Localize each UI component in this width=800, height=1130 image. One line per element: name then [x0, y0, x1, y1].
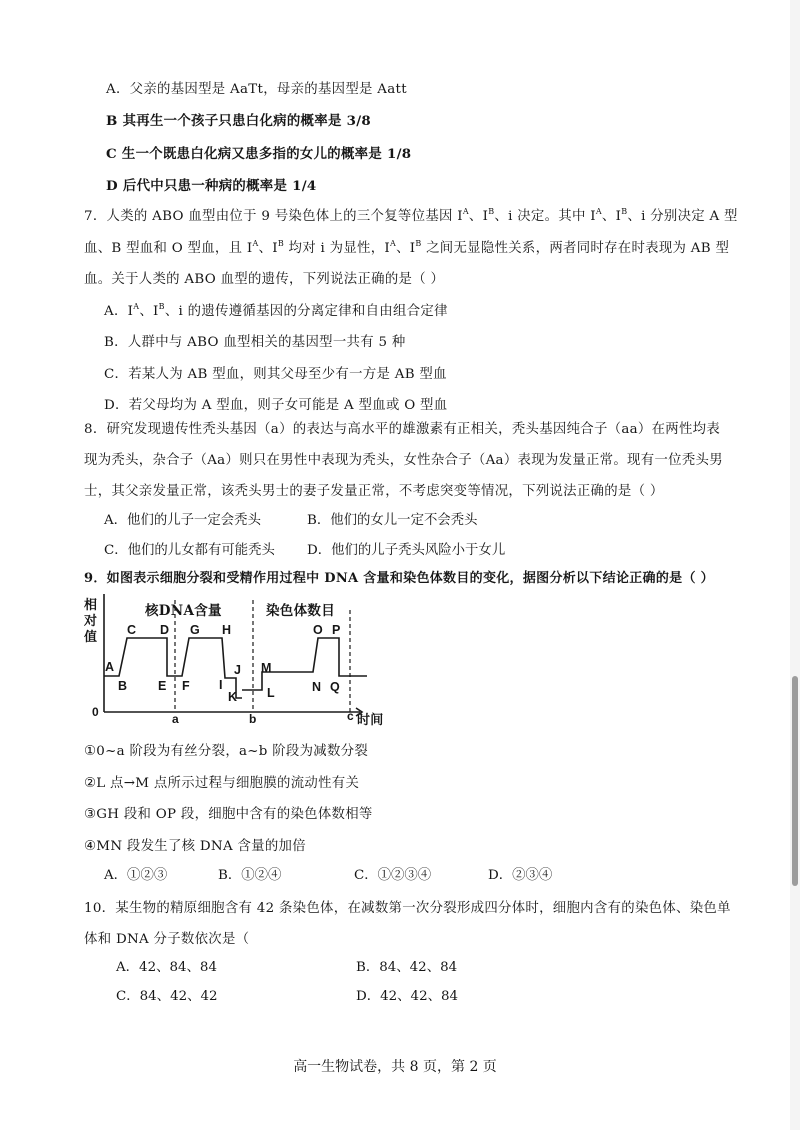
q8-stem-line3: 士，其父亲发量正常，该秃头男士的妻子发量正常，不考虑突变等情况，下列说法正确的是（ ）: [84, 484, 664, 499]
q9-option-a: A．①②③: [104, 868, 168, 883]
q7-option-c: C．若某人为 AB 型血，则其父母至少有一方是 AB 型血: [104, 367, 447, 382]
scrollbar-thumb[interactable]: [792, 676, 798, 886]
point-G: G: [190, 623, 201, 637]
q7-stem-line2: 血、B 型血和 O 型血，且 $I^A$、$I^B$ 均对 i 为显性，$I^A$、$I^B$ 之间无显隐性关系，两者同时存在时表现为 AB 型: [84, 239, 730, 256]
scrollbar-track[interactable]: [790, 0, 800, 1130]
q8-option-d: D．他们的儿子秃头风险小于女儿: [307, 543, 506, 558]
point-K: K: [228, 690, 238, 704]
q10-option-c: C．84、42、42: [116, 989, 218, 1004]
q10-stem-line1: 10．某生物的精原细胞含有 42 条染色体，在减数第一次分裂形成四分体时，细胞内含有的染色体、染色单: [84, 901, 731, 916]
q9-statement-4: ④MN 段发生了核 DNA 含量的加倍: [84, 839, 306, 854]
chromosome-panel-title: 染色体数目: [266, 603, 335, 619]
tick-c: c: [347, 709, 354, 723]
point-J: J: [234, 663, 242, 677]
q9-option-c: C．①②③④: [354, 868, 432, 883]
q9-statement-1: ①0~a 阶段为有丝分裂，a~b 阶段为减数分裂: [84, 744, 369, 759]
point-E: E: [158, 679, 167, 693]
q7-option-d: D．若父母均为 A 型血，则子女可能是 A 型血或 O 型血: [104, 398, 448, 413]
tick-a: a: [172, 712, 179, 726]
point-A: A: [105, 660, 115, 674]
q8-stem-line2: 现为秃头，杂合子（Aa）则只在男性中表现为秃头，女性杂合子（Aa）表现为发量正常。现有一位秃头男: [84, 453, 723, 468]
q9-statement-2: ②L 点→M 点所示过程与细胞膜的流动性有关: [84, 776, 360, 791]
point-I: I: [219, 678, 223, 692]
y-axis-label: 相对值: [84, 598, 98, 645]
point-Q: Q: [330, 680, 341, 694]
q7-option-b: B．人群中与 ABO 血型相关的基因型一共有 5 种: [104, 335, 406, 350]
q8-stem-line1: 8．研究发现遗传性秃头基因（a）的表达与高水平的雄激素有正相关，秃头基因纯合子（aa）在两性均表: [84, 422, 721, 437]
point-D: D: [160, 623, 170, 637]
q6-option-a: A．父亲的基因型是 AaTt，母亲的基因型是 Aatt: [106, 82, 407, 97]
page-footer: 高一生物试卷，共 8 页，第 2 页: [293, 1059, 497, 1075]
q9-stem: 9．如图表示细胞分裂和受精作用过程中 DNA 含量和染色体数目的变化，据图分析以下结论正确的是（ ）: [84, 571, 714, 586]
dna-panel-title: 核DNA含量: [145, 603, 222, 619]
q9-option-b: B．①②④: [218, 868, 282, 883]
point-B: B: [118, 679, 128, 693]
point-H: H: [222, 623, 232, 637]
q10-stem-line2: 体和 DNA 分子数依次是（: [84, 932, 250, 947]
q7-stem-line1: 7．人类的 ABO 血型由位于 9 号染色体上的三个复等位基因 $I^A$、$I^B$、i 决定。其中 $I^A$、$I^B$、i 分别决定 A 型: [84, 207, 738, 224]
q8-option-b: B．他们的女儿一定不会秃头: [307, 513, 478, 528]
point-P: P: [332, 623, 341, 637]
x-axis-label: 时间: [357, 713, 384, 728]
q8-option-a: A．他们的儿子一定会秃头: [104, 513, 261, 528]
tick-b: b: [249, 712, 257, 726]
point-N: N: [312, 680, 322, 694]
q7-stem-line3: 血。关于人类的 ABO 血型的遗传，下列说法正确的是（ ）: [84, 272, 445, 287]
point-C: C: [127, 623, 137, 637]
q10-option-d: D．42、42、84: [356, 989, 459, 1004]
q10-option-a: A．42、84、84: [116, 960, 217, 975]
q9-statement-3: ③GH 段和 OP 段，细胞中含有的染色体数相等: [84, 807, 373, 822]
point-M: M: [261, 661, 272, 675]
point-O: O: [313, 623, 324, 637]
point-L: L: [267, 686, 275, 700]
q8-option-c: C．他们的儿女都有可能秃头: [104, 543, 275, 558]
point-F: F: [182, 679, 190, 693]
q6-option-d: D 后代中只患一种病的概率是 1/4: [106, 178, 317, 194]
q6-option-b: B 其再生一个孩子只患白化病的概率是 3/8: [106, 113, 372, 129]
origin-label: 0: [92, 705, 99, 719]
q10-option-b: B．84、42、84: [356, 960, 458, 975]
q9-option-d: D．②③④: [488, 868, 553, 883]
q6-option-c: C 生一个既患白化病又患多指的女儿的概率是 1/8: [106, 146, 412, 162]
q7-option-a: A．$I^A$、$I^B$、i 的遗传遵循基因的分离定律和自由组合定律: [104, 302, 448, 319]
